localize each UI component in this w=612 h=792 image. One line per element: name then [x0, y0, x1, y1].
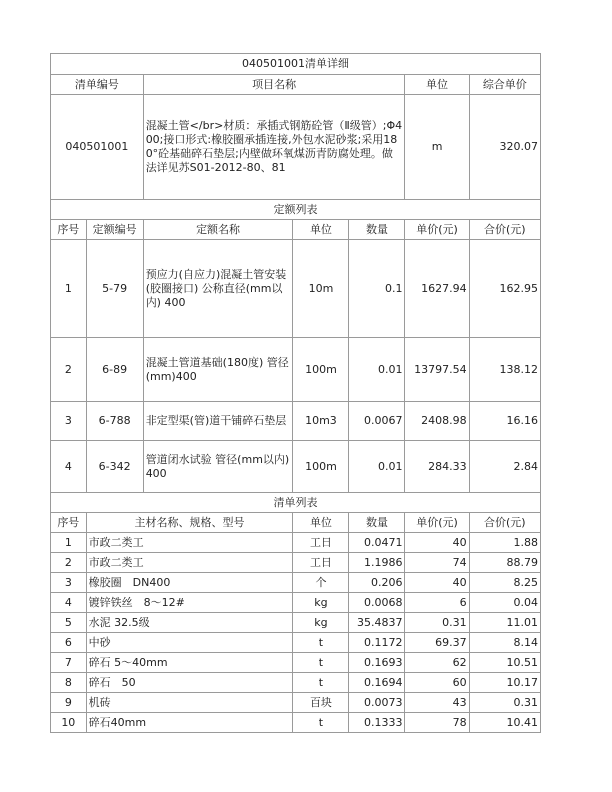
material-row: [51, 673, 541, 693]
quota-qty: 0.0067: [349, 402, 405, 441]
material-qty: 0.206: [349, 573, 405, 593]
quota-unit-price: 1627.94: [405, 240, 469, 338]
material-unit-price: 40: [405, 533, 469, 553]
quota-header-unit: 单位: [293, 220, 349, 240]
material-header-qty: 数量: [349, 513, 405, 533]
bill-description: 混凝土管</br>材质：承插式钢筋砼管（Ⅱ级管）;Φ400;接口形式:橡胶圈承插连接,外包水泥砂浆;采用180°砼基础碎石垫层;内壁做环氧煤沥青防腐处理。做法详见苏S01-2012-80、81: [143, 95, 405, 200]
quota-total: 138.12: [469, 338, 540, 402]
quota-seq: 2: [51, 338, 87, 402]
quota-name: 预应力(自应力)混凝土管安装(胶圈接口) 公称直径(mm以内) 400: [143, 240, 293, 338]
table-title: 040501001清单详细: [51, 54, 541, 75]
material-seq: 5: [51, 613, 87, 633]
material-row: [51, 553, 541, 573]
quota-code: 6-89: [86, 338, 143, 402]
quota-unit-price: 2408.98: [405, 402, 469, 441]
quota-unit: 10m3: [293, 402, 349, 441]
quota-unit: 100m: [293, 338, 349, 402]
material-name: 市政二类工: [86, 533, 293, 553]
material-unit-price: 69.37: [405, 633, 469, 653]
material-name: 机砖: [86, 693, 293, 713]
material-qty: 0.0471: [349, 533, 405, 553]
quota-seq: 1: [51, 240, 87, 338]
quota-header-name: 定额名称: [143, 220, 293, 240]
material-qty: 0.0073: [349, 693, 405, 713]
material-unit: t: [293, 713, 349, 733]
quota-seq: 3: [51, 402, 87, 441]
material-seq: 2: [51, 553, 87, 573]
quota-name: 管道闭水试验 管径(mm以内) 400: [143, 441, 293, 493]
quota-code: 6-788: [86, 402, 143, 441]
material-unit-price: 74: [405, 553, 469, 573]
material-qty: 0.0068: [349, 593, 405, 613]
quota-qty: 0.1: [349, 240, 405, 338]
material-unit-price: 60: [405, 673, 469, 693]
material-name: 水泥 32.5级: [86, 613, 293, 633]
material-unit: 百块: [293, 693, 349, 713]
material-unit: 工日: [293, 533, 349, 553]
material-total: 11.01: [469, 613, 540, 633]
quota-row: [51, 402, 541, 441]
quota-total: 16.16: [469, 402, 540, 441]
material-qty: 0.1693: [349, 653, 405, 673]
material-qty: 35.4837: [349, 613, 405, 633]
material-seq: 8: [51, 673, 87, 693]
quota-header-unit-price: 单价(元): [405, 220, 469, 240]
material-row: [51, 713, 541, 733]
material-header-seq: 序号: [51, 513, 87, 533]
material-name: 碎石40mm: [86, 713, 293, 733]
material-seq: 4: [51, 593, 87, 613]
header-bill-code: 清单编号: [51, 75, 144, 95]
material-name: 橡胶圈 DN400: [86, 573, 293, 593]
quota-section-title: 定额列表: [51, 200, 541, 220]
material-row: [51, 613, 541, 633]
material-seq: 10: [51, 713, 87, 733]
bill-price: 320.07: [469, 95, 540, 200]
header-unit: 单位: [405, 75, 469, 95]
quota-qty: 0.01: [349, 338, 405, 402]
quota-name: 混凝土管道基础(180度) 管径(mm)400: [143, 338, 293, 402]
material-qty: 1.1986: [349, 553, 405, 573]
material-total: 1.88: [469, 533, 540, 553]
material-row: [51, 633, 541, 653]
material-total: 10.51: [469, 653, 540, 673]
material-qty: 0.1694: [349, 673, 405, 693]
bill-detail-table: [50, 53, 541, 733]
material-seq: 7: [51, 653, 87, 673]
material-header-row: [51, 513, 541, 533]
material-row: [51, 533, 541, 553]
quota-unit: 100m: [293, 441, 349, 493]
quota-qty: 0.01: [349, 441, 405, 493]
material-header-name: 主材名称、规格、型号: [86, 513, 293, 533]
quota-header-code: 定额编号: [86, 220, 143, 240]
material-total: 0.31: [469, 693, 540, 713]
material-name: 碎石 5～40mm: [86, 653, 293, 673]
bill-code: 040501001: [51, 95, 144, 200]
quota-unit-price: 13797.54: [405, 338, 469, 402]
material-unit: 工日: [293, 553, 349, 573]
quota-row: [51, 441, 541, 493]
header-item-name: 项目名称: [143, 75, 405, 95]
material-name: 碎石 50: [86, 673, 293, 693]
quota-header-seq: 序号: [51, 220, 87, 240]
material-unit-price: 0.31: [405, 613, 469, 633]
material-section-title: 清单列表: [51, 493, 541, 513]
material-qty: 0.1333: [349, 713, 405, 733]
material-row: [51, 653, 541, 673]
bill-unit: m: [405, 95, 469, 200]
material-seq: 1: [51, 533, 87, 553]
material-seq: 9: [51, 693, 87, 713]
material-total: 10.17: [469, 673, 540, 693]
material-unit: kg: [293, 593, 349, 613]
material-name: 中砂: [86, 633, 293, 653]
material-header-total: 合价(元): [469, 513, 540, 533]
material-unit: 个: [293, 573, 349, 593]
material-total: 10.41: [469, 713, 540, 733]
bill-row: [51, 95, 541, 200]
bill-header-row: [51, 75, 541, 95]
quota-name: 非定型渠(管)道干铺碎石垫层: [143, 402, 293, 441]
material-total: 88.79: [469, 553, 540, 573]
quota-header-row: [51, 220, 541, 240]
quota-seq: 4: [51, 441, 87, 493]
material-unit-price: 40: [405, 573, 469, 593]
quota-row: [51, 240, 541, 338]
quota-total: 162.95: [469, 240, 540, 338]
quota-code: 6-342: [86, 441, 143, 493]
quota-unit-price: 284.33: [405, 441, 469, 493]
material-unit-price: 43: [405, 693, 469, 713]
material-unit: kg: [293, 613, 349, 633]
material-seq: 6: [51, 633, 87, 653]
quota-unit: 10m: [293, 240, 349, 338]
material-name: 市政二类工: [86, 553, 293, 573]
material-unit-price: 78: [405, 713, 469, 733]
quota-row: [51, 338, 541, 402]
material-row: [51, 593, 541, 613]
quota-header-total: 合价(元): [469, 220, 540, 240]
material-unit: t: [293, 633, 349, 653]
material-total: 8.14: [469, 633, 540, 653]
material-seq: 3: [51, 573, 87, 593]
material-row: [51, 693, 541, 713]
material-unit-price: 62: [405, 653, 469, 673]
material-header-unit-price: 单价(元): [405, 513, 469, 533]
material-unit: t: [293, 673, 349, 693]
material-unit-price: 6: [405, 593, 469, 613]
header-composite-price: 综合单价: [469, 75, 540, 95]
material-name: 镀锌铁丝 8～12#: [86, 593, 293, 613]
quota-code: 5-79: [86, 240, 143, 338]
material-total: 0.04: [469, 593, 540, 613]
material-total: 8.25: [469, 573, 540, 593]
material-unit: t: [293, 653, 349, 673]
material-row: [51, 573, 541, 593]
material-header-unit: 单位: [293, 513, 349, 533]
material-qty: 0.1172: [349, 633, 405, 653]
quota-header-qty: 数量: [349, 220, 405, 240]
quota-total: 2.84: [469, 441, 540, 493]
